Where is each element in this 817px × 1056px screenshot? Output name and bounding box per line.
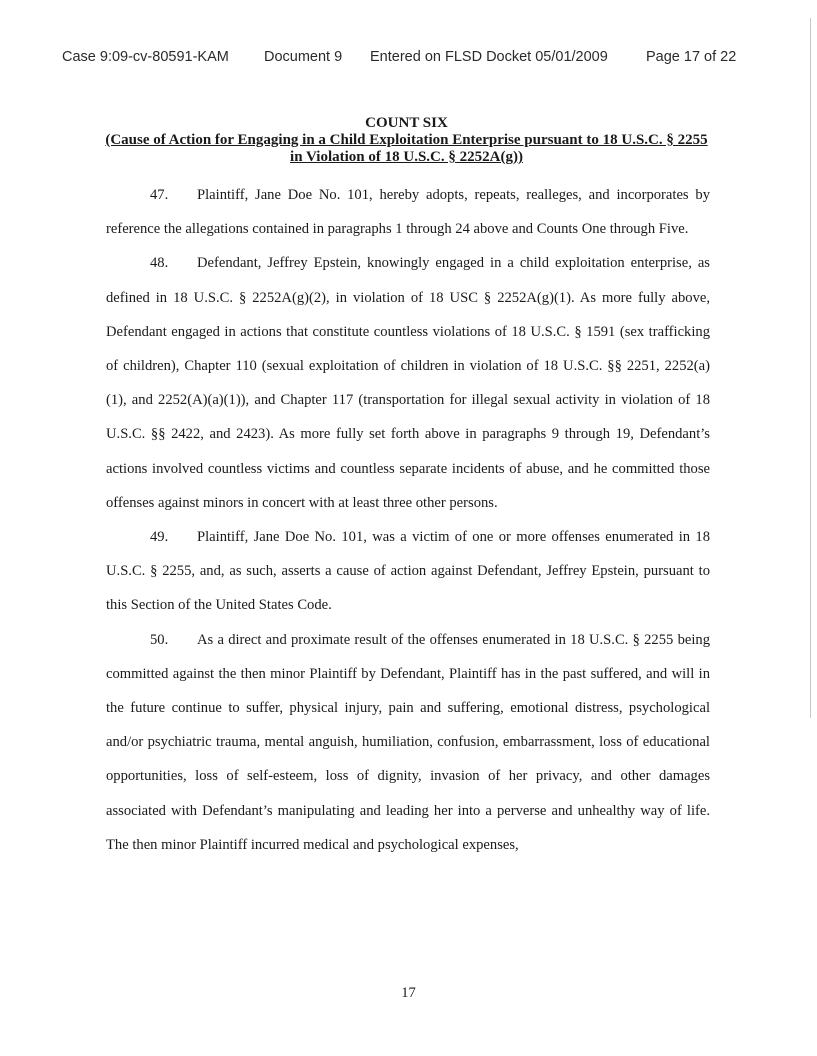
paragraph-number: 50.	[150, 631, 169, 648]
paragraph	[106, 246, 710, 520]
page-count: Page 17 of 22	[646, 49, 737, 65]
document-number: Document 9	[264, 49, 343, 65]
document-body	[106, 178, 710, 862]
paragraph	[106, 178, 710, 246]
paragraph	[106, 623, 710, 862]
paragraph-number: 48.	[150, 255, 169, 272]
case-number: Case 9:09-cv-80591-KAM	[62, 49, 229, 65]
docket-entry-date: Entered on FLSD Docket 05/01/2009	[370, 49, 608, 65]
paragraph-number: 49.	[150, 529, 169, 546]
paragraph-text: As a direct and proximate result of the offenses enumerated in 18 U.S.C. § 2255 being committed against the then minor Plaintiff by Defendant, Plaintiff has in the past suffered, and will in the future continue to suffer, physical injury, pain and suffering, emotional distress, psychological and/or psychiatric trauma, mental anguish, humiliation, confusion, embarrassment, loss of educational opportunities, loss of self-esteem, loss of dignity, invasion of her privacy, and other damages associated with Defendant’s manipulating and leading her into a perverse and unhealthy way of life. The then minor Plaintiff incurred medical and psychological expenses,	[106, 631, 710, 853]
paragraph-text: Defendant, Jeffrey Epstein, knowingly engaged in a child exploitation enterprise, as defined in 18 U.S.C. § 2252A(g)(2), in violation of 18 USC § 2252A(g)(1). As more fully above, Defendant engaged in actions that constitute countless violations of 18 U.S.C. § 1591 (sex trafficking of children), Chapter 110 (sexual exploitation of children in violation of 18 U.S.C. §§ 2251, 2252(a)(1), and 2252(A)(a)(1)), and Chapter 117 (transportation for illegal sexual activity in violation of 18 U.S.C. §§ 2422, and 2423). As more fully set forth above in paragraphs 9 through 19, Defendant’s actions involved countless victims and countless separate incidents of abuse, and he committed those offenses against minors in concert with at least three other persons.	[106, 255, 710, 511]
count-heading: COUNT SIX	[365, 115, 448, 131]
paragraph	[106, 520, 710, 623]
paragraph-text: Plaintiff, Jane Doe No. 101, hereby adopts, repeats, realleges, and incorporates by reference the allegations contained in paragraphs 1 through 24 above and Counts One through Five.	[106, 187, 710, 238]
section-title	[100, 115, 713, 166]
scan-edge-line	[810, 18, 811, 718]
paragraph-number: 47.	[150, 187, 169, 203]
paragraph-text: Plaintiff, Jane Doe No. 101, was a victim of one or more offenses enumerated in 18 U.S.C. § 2255, and, as such, asserts a cause of action against Defendant, Jeffrey Epstein, pursuant to this Section of the United States Code.	[106, 529, 710, 614]
page-number: 17	[401, 985, 416, 1001]
count-subtitle: (Cause of Action for Engaging in a Child Exploitation Enterprise pursuant to 18 U.S.C. § 2255 in Violation of 18 U.S.C. § 2252A(g))	[105, 132, 708, 165]
